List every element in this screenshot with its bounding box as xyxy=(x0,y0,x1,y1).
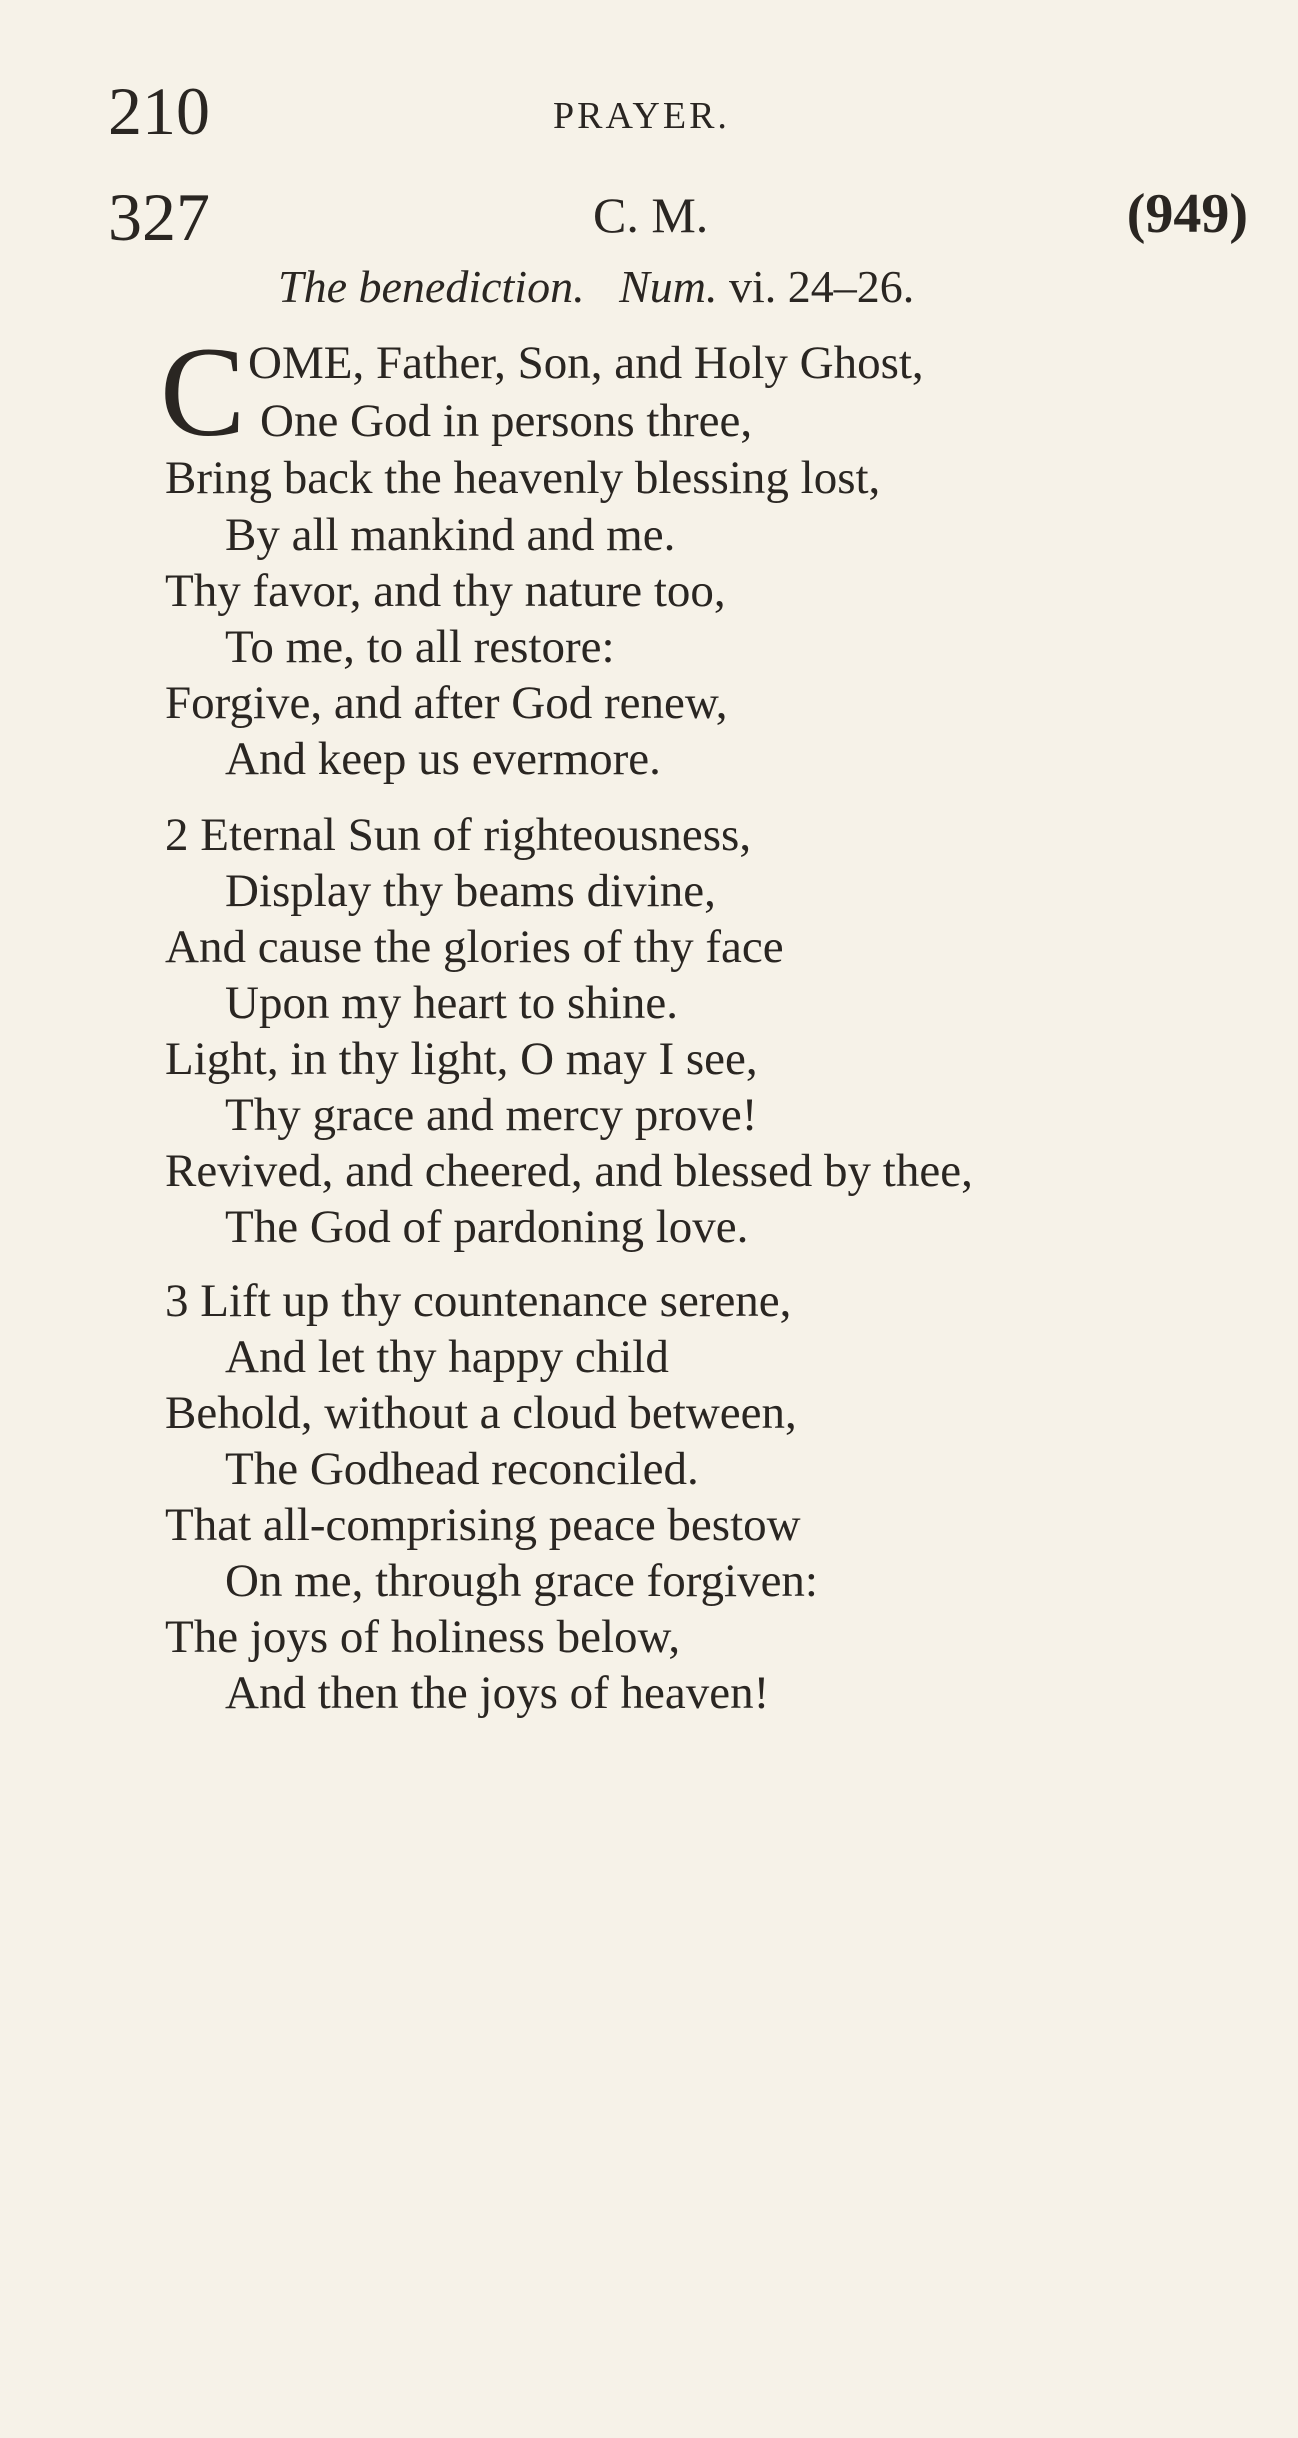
stanza-line: Upon my heart to shine. xyxy=(225,977,678,1029)
page-number: 210 xyxy=(108,73,210,149)
stanza-line: Display thy beams divine, xyxy=(225,865,716,917)
hymn-number: 327 xyxy=(108,179,210,255)
stanza-line: Thy grace and mercy prove! xyxy=(225,1089,758,1141)
stanza-line: One God in persons three, xyxy=(260,395,753,447)
stanza-line: And then the joys of heaven! xyxy=(225,1667,770,1719)
stanza-line: The joys of holiness below, xyxy=(165,1611,681,1663)
hymn-subtitle xyxy=(278,260,914,313)
stanza-line: The God of pardoning love. xyxy=(225,1201,749,1253)
stanza-line: By all mankind and me. xyxy=(225,509,676,561)
stanza-line: That all-comprising peace bestow xyxy=(165,1499,801,1551)
drop-cap: C xyxy=(160,321,246,463)
stanza-line: And cause the glories of thy face xyxy=(165,921,784,973)
hymn-heading xyxy=(108,178,1248,258)
stanza-line: Bring back the heavenly blessing lost, xyxy=(165,452,881,504)
running-head xyxy=(108,72,1248,152)
stanza-line: And let thy happy child xyxy=(225,1331,669,1383)
scripture-book: Num. xyxy=(619,261,718,312)
scripture-reference: vi. 24–26. xyxy=(729,261,915,312)
stanza-line: Light, in thy light, O may I see, xyxy=(165,1033,758,1085)
hymn-meter: C. M. xyxy=(593,187,709,243)
stanza-line: On me, through grace forgiven: xyxy=(225,1555,818,1607)
stanza-line: To me, to all restore: xyxy=(225,621,615,673)
stanza-line: Revived, and cheered, and blessed by thee, xyxy=(165,1145,973,1197)
section-title: PRAYER. xyxy=(553,95,730,137)
subtitle-text: The benediction. xyxy=(278,261,585,312)
stanza-line: Forgive, and after God renew, xyxy=(165,677,728,729)
stanza-line: 2 Eternal Sun of righteousness, xyxy=(165,809,752,861)
stanza-line: 3 Lift up thy countenance serene, xyxy=(165,1275,792,1327)
stanza-line: And keep us evermore. xyxy=(225,733,661,785)
hymn-alt-number: (949) xyxy=(1126,183,1248,245)
stanza-line: OME, Father, Son, and Holy Ghost, xyxy=(248,337,924,389)
stanza-line: Thy favor, and thy nature too, xyxy=(165,565,726,617)
stanza-line: The Godhead reconciled. xyxy=(225,1443,699,1495)
stanza-line: Behold, without a cloud between, xyxy=(165,1387,797,1439)
